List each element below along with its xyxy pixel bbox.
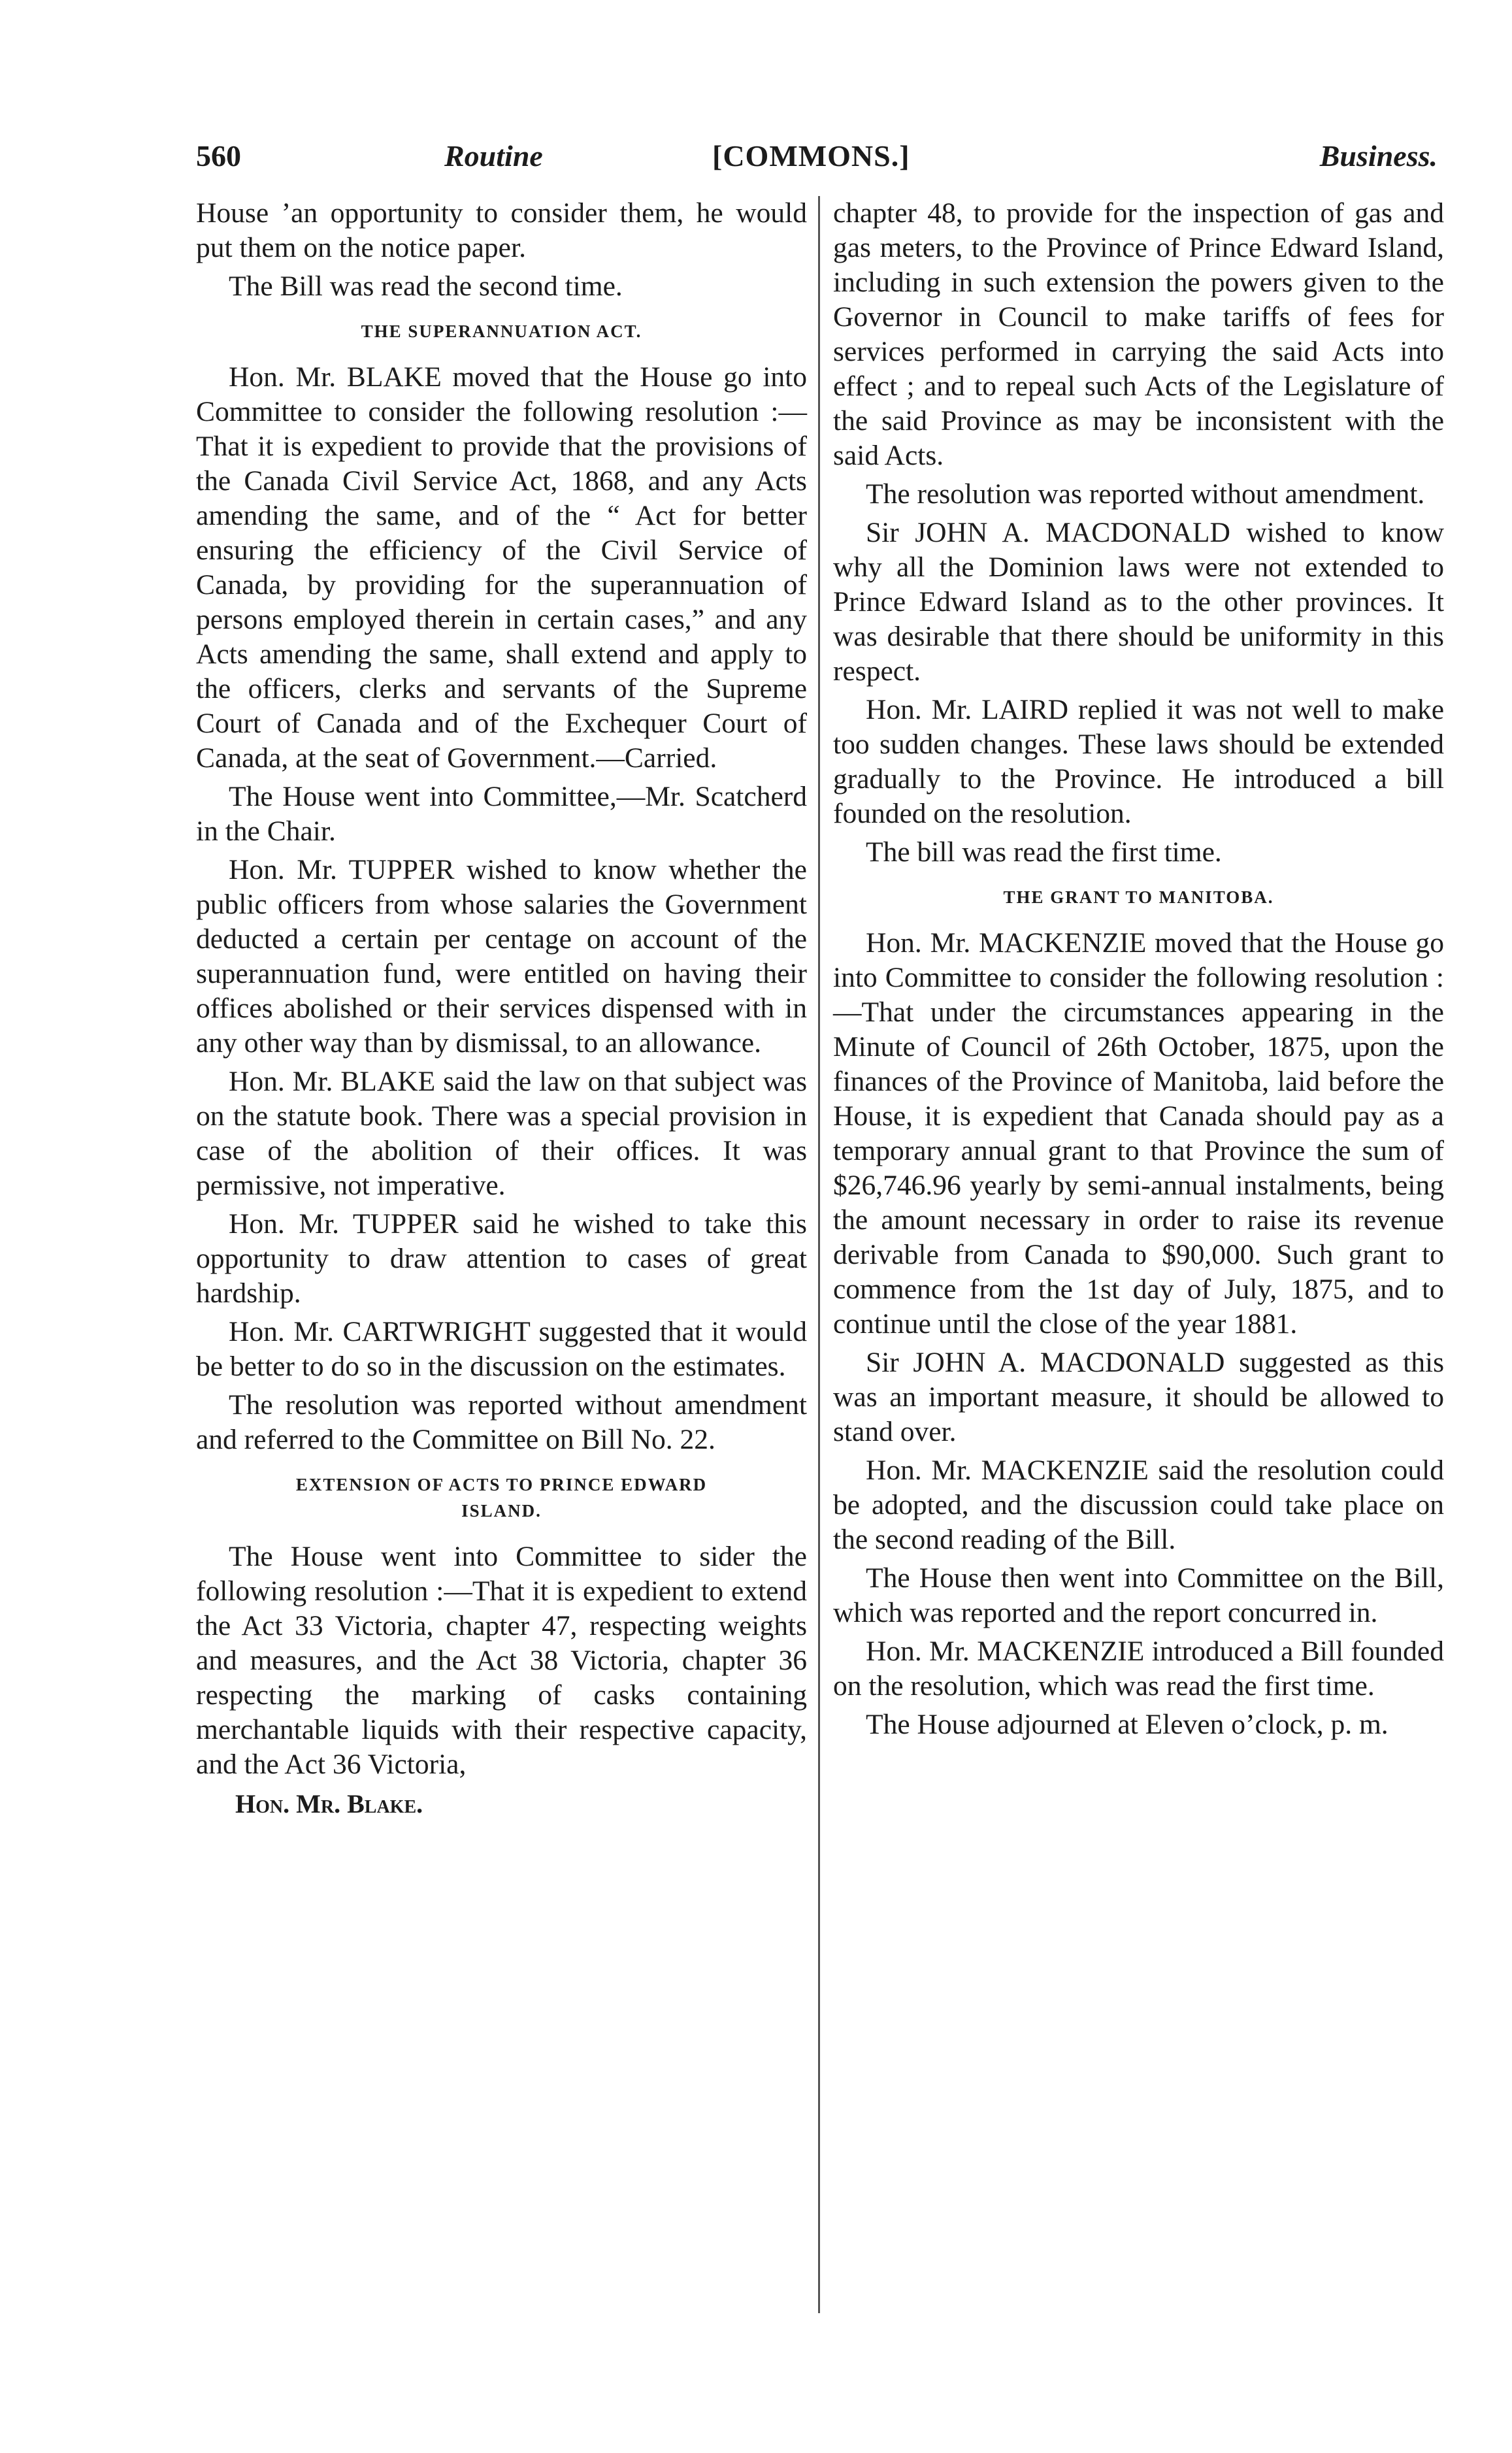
paragraph: Hon. Mr. MACKENZIE moved that the House go into Committee to consider the following resolution :—That under the circumstances appearing in the Minute of Council of 26th October, 1875, upon the finances of the Province of Manitoba, laid before the House, it is expedient that Canada should pay as a temporary annual grant to that Province the sum of $26,746.96 yearly by semi-annual instalments, being the amount necessary in order to raise its revenue derivable from Canada to $90,000. Such grant to commence from the 1st day of July, 1875, and to continue until the close of the year 1881. (833, 927, 1444, 1340)
column-divider (818, 196, 820, 2313)
catchword: Hon. Mr. Blake. (235, 1789, 423, 1819)
page-number: 560 (196, 139, 241, 173)
section-heading (196, 1472, 807, 1524)
paragraph: Hon. Mr. MACKENZIE introduced a Bill founded on the resolution, which was read the first time. (833, 1636, 1444, 1702)
paragraph: The resolution was reported without amendment. (866, 478, 1425, 510)
paragraph: Sir JOHN A. MACDONALD suggested as this was an important measure, it should be allowed to stand over. (833, 1347, 1444, 1447)
section-title: Routine (444, 139, 543, 173)
paragraph: The House adjourned at Eleven o’clock, p. m. (866, 1709, 1389, 1740)
paragraph: Hon. Mr. BLAKE said the law on that subject was on the statute book. There was a special provision in case of the abolition of their offices. It was permissive, not imperative. (196, 1066, 807, 1201)
paragraph: The resolution was reported without amendment and referred to the Committee on Bill No. 22. (196, 1389, 807, 1455)
paragraph: The Bill was read the second time. (229, 271, 623, 302)
heading-line: ISLAND. (461, 1501, 542, 1521)
paragraph: Hon. Mr. CARTWRIGHT suggested that it would be better to do so in the discussion on the estimates. (196, 1316, 807, 1382)
paragraph: The House went into Committee,—Mr. Scatcherd in the Chair. (196, 781, 807, 847)
paragraph: The bill was read the first time. (866, 836, 1222, 868)
paragraph: House ’an opportunity to consider them, he would put them on the notice paper. (196, 197, 807, 263)
right-column (833, 196, 1444, 1746)
left-column (196, 196, 807, 1819)
paragraph: Hon. Mr. MACKENZIE said the resolution could be adopted, and the discussion could take place on the second reading of the Bill. (833, 1455, 1444, 1555)
section-heading: THE SUPERANNUATION ACT. (361, 321, 642, 341)
section-heading: THE GRANT TO MANITOBA. (1003, 887, 1274, 907)
paragraph: Hon. Mr. TUPPER wished to know whether the public officers from whose salaries the Government deducted a certain per centage on account of the superannuation fund, were entitled on having their offices abolished or their services dispensed with in any other way than by dismissal, to an allowance. (196, 854, 807, 1059)
paragraph: The House then went into Committee on the Bill, which was reported and the report concurred in. (833, 1562, 1444, 1628)
paragraph: chapter 48, to provide for the inspection of gas and gas meters, to the Province of Prince Edward Island, including in such extension the powers given to the Governor in Council to make tariffs of fees for services performed in carrying the said Acts into effect ; and to repeal such Acts of the Legislature of the said Province as may be inconsistent with the said Acts. (833, 197, 1444, 471)
topic-title: Business. (1319, 139, 1438, 173)
paragraph: Hon. Mr. TUPPER said he wished to take this opportunity to draw attention to cases of great hardship. (196, 1208, 807, 1309)
chamber-title: [COMMONS.] (712, 139, 910, 173)
running-header (196, 139, 1438, 184)
paragraph: Hon. Mr. BLAKE moved that the House go into Committee to consider the following resolution :—That it is expedient to provide that the provisions of the Canada Civil Service Act, 1868, and any Acts amending the same, and of the “ Act for better ensuring the efficiency of the Civil Service of Canada, by providing for the superannuation of persons employed therein in certain cases,” and any Acts amending the same, shall extend and apply to the officers, clerks and servants of the Supreme Court of Canada and of the Exchequer Court of Canada, at the seat of Government.—Carried. (196, 361, 807, 774)
paragraph: The House went into Committee to sider the following resolution :—That it is expedient to extend the Act 33 Victoria, chapter 47, respecting weights and measures, and the Act 38 Victoria, chapter 36 respecting the marking of casks containing merchantable liquids with their respective capacity, and the Act 36 Victoria, (196, 1541, 807, 1780)
paragraph: Sir JOHN A. MACDONALD wished to know why all the Dominion laws were not extended to Prince Edward Island as to the other provinces. It was desirable that there should be uniformity in this respect. (833, 517, 1444, 687)
heading-line: EXTENSION OF ACTS TO PRINCE EDWARD (295, 1475, 708, 1494)
paragraph: Hon. Mr. LAIRD replied it was not well to make too sudden changes. These laws should be extended gradually to the Province. He introduced a bill founded on the resolution. (833, 694, 1444, 829)
